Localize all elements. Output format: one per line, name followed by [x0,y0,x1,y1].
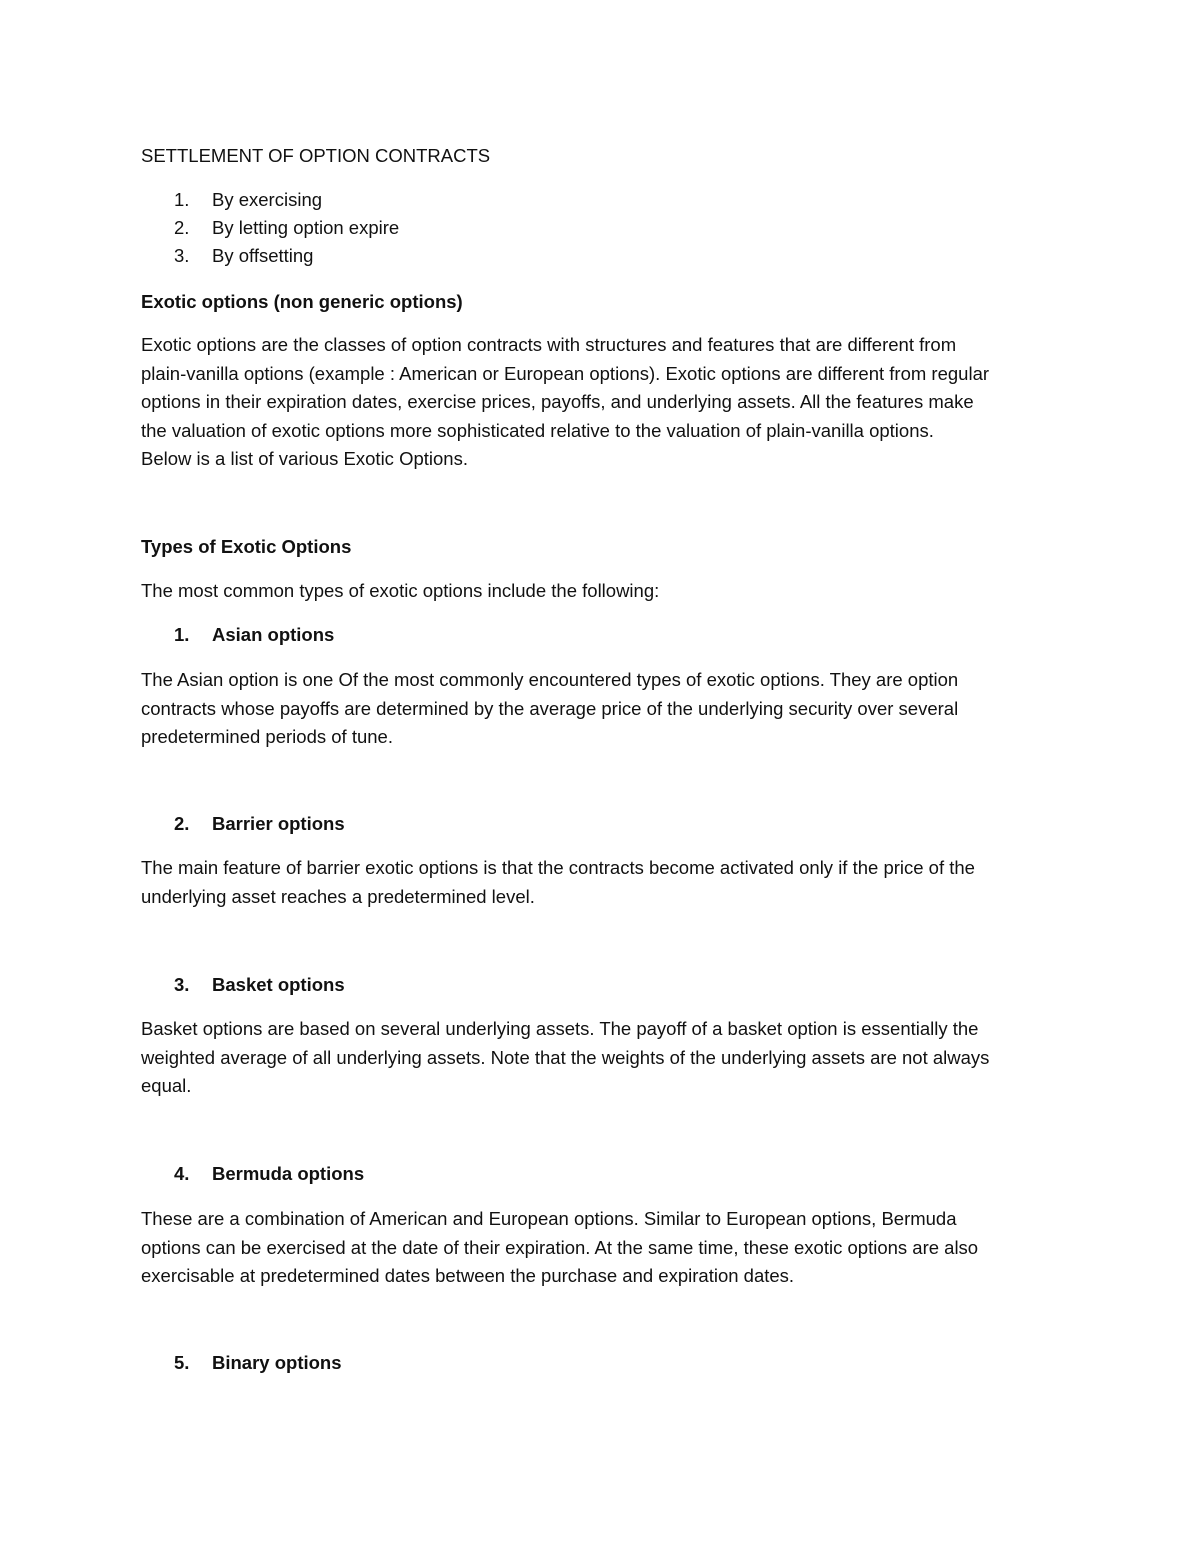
section-number: 1. [174,624,190,645]
paragraph-line: Below is a list of various Exotic Options. [141,448,468,469]
paragraph-line: weighted average of all underlying assets. Note that the weights of the underlying assets are not always [141,1046,990,1068]
paragraph-line: plain-vanilla options (example : American or European options). Exotic options are different from regular [141,362,990,384]
paragraph-exotic-options [141,331,1061,474]
list-item-number: 3. [174,245,190,266]
paragraph-bermuda-options [141,1205,1061,1291]
section-heading: Bermuda options [212,1163,365,1184]
section-heading: Types of Exotic Options [141,536,352,557]
section-number: 2. [174,813,190,834]
list-item: By offsetting [212,245,314,266]
paragraph-line: underlying asset reaches a predetermined level. [141,885,535,907]
page-title: SETTLEMENT OF OPTION CONTRACTS [141,145,491,166]
list-item: By letting option expire [212,217,400,238]
paragraph-line: The main feature of barrier exotic options is that the contracts become activated only if the price of the [141,857,975,878]
list-item-number: 2. [174,217,190,238]
paragraph-line: the valuation of exotic options more sophisticated relative to the valuation of plain-vanilla options. [141,419,934,441]
paragraph-line: predetermined periods of tune. [141,726,393,747]
section-number: 5. [174,1352,190,1373]
paragraph-line: These are a combination of American and European options. Similar to European options, Bermuda [141,1208,957,1229]
paragraph-line: exercisable at predetermined dates between the purchase and expiration dates. [141,1265,795,1286]
section-heading: Barrier options [212,813,345,834]
paragraph-line: options can be exercised at the date of their expiration. At the same time, these exotic options are also [141,1236,979,1258]
list-item: By exercising [212,189,323,210]
paragraph-line: options in their expiration dates, exercise prices, payoffs, and underlying assets. All the features make [141,391,974,412]
paragraph-basket-options [141,1015,1061,1101]
section-number: 4. [174,1163,190,1184]
paragraph-types-intro: The most common types of exotic options include the following: [141,580,660,601]
paragraph-line: The Asian option is one Of the most commonly encountered types of exotic options. They are option [141,669,959,690]
section-heading: Basket options [212,974,345,995]
section-number: 3. [174,974,190,995]
section-heading: Asian options [212,624,335,645]
paragraph-line: equal. [141,1075,192,1096]
paragraph-line: Exotic options are the classes of option contracts with structures and features that are different from [141,334,957,355]
list-item-number: 1. [174,189,190,210]
paragraph-line: Basket options are based on several underlying assets. The payoff of a basket option is essentially the [141,1018,979,1039]
paragraph-asian-options [141,666,1061,752]
section-heading: Binary options [212,1352,342,1373]
paragraph-line: contracts whose payoffs are determined by the average price of the underlying security over several [141,697,959,719]
paragraph-barrier-options [141,854,1061,911]
section-heading: Exotic options (non generic options) [141,291,463,312]
